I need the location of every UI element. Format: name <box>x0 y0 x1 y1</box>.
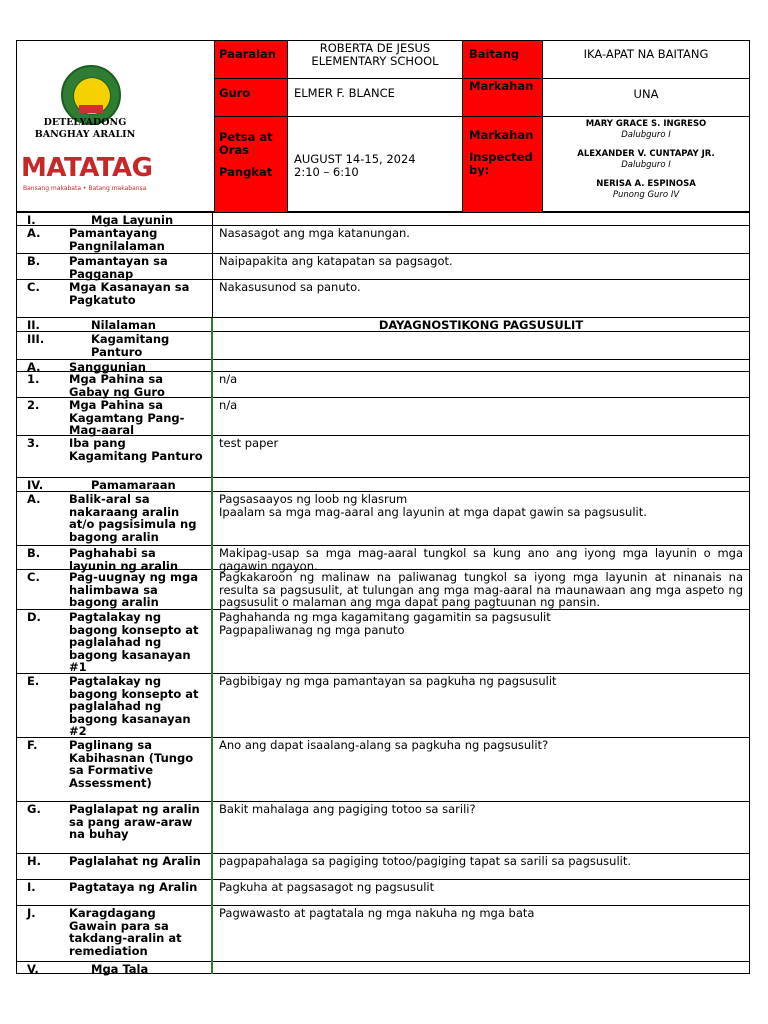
row-label-text: Karagdagang Gawain para sa takdang-aralin at remediation <box>69 906 182 958</box>
row-value: Makipag-usap sa mga mag-aaral tungkol sa kung ano ang iyong mga layunin o mga gagawin ngayon. <box>219 546 743 573</box>
row-value: n/a <box>219 398 238 412</box>
row-value: Pagsasaayos ng loob ng klasrum Ipaalam sa mga mag-aaral ang layunin at mga dapat gawin sa pagsusulit. <box>219 492 647 519</box>
row-label-text: Pamantayang Pangnilalaman <box>69 226 165 253</box>
table-row <box>16 436 750 478</box>
row-value: Paghahanda ng mga kagamitang gagamitin sa pagsusulit Pagpapaliwanag ng mga panuto <box>219 610 551 637</box>
table-row <box>16 962 750 974</box>
row-value: Ano ang dapat isaalang-alang sa pagkuha ng pagsusulit? <box>219 738 549 752</box>
row-label <box>17 674 213 737</box>
row-label-text: Paghahabi sa layunin ng aralin <box>69 546 179 573</box>
row-number: 1. <box>27 372 40 386</box>
matatag-logo: MATATAG <box>21 153 153 183</box>
row-label <box>17 570 213 609</box>
column-divider <box>211 318 213 974</box>
row-value: Nasasagot ang mga katanungan. <box>219 226 410 240</box>
inspector-title: Punong Guro IV <box>612 189 680 200</box>
row-number: A. <box>27 226 41 240</box>
table-row <box>16 372 750 398</box>
inspector-name: MARY GRACE S. INGRESO <box>585 119 707 129</box>
row-label <box>17 332 213 359</box>
row-label <box>17 318 213 331</box>
row-number: F. <box>27 738 38 752</box>
paaralan-label: Paaralan <box>215 41 288 79</box>
petsa-value <box>288 117 463 212</box>
table-row <box>16 318 750 332</box>
table-row <box>16 854 750 880</box>
row-label <box>17 546 213 573</box>
row-label <box>17 478 213 491</box>
row-number: G. <box>27 802 41 816</box>
row-value: Pagkakaroon ng malinaw na paliwanag tungkol sa iyong mga layunin at ninanais na resulta sa pagsusulit, at tulungan ang mga mag-aaral na maunawaan ang mga aspeto ng pagsusulit o malaman ang mga dapat pang pagtuunan ng pansin. <box>219 570 743 609</box>
row-number: 3. <box>27 436 40 450</box>
row-number: A. <box>27 360 41 374</box>
table-row <box>16 570 750 610</box>
table-row <box>16 880 750 906</box>
petsa-label: Petsa at Oras Pangkat <box>215 117 288 212</box>
inspector-title: Dalubguro I <box>621 159 671 170</box>
row-label <box>17 738 213 801</box>
row-label <box>17 213 213 225</box>
inspector-name: ALEXANDER V. CUNTAPAY JR. <box>577 149 715 159</box>
guro-value: ELMER F. BLANCE <box>288 79 463 117</box>
table-row <box>16 492 750 546</box>
table-row <box>16 332 750 360</box>
row-value: DAYAGNOSTIKONG PAGSUSULIT <box>378 318 584 332</box>
row-label-text: Kagamitang Panturo <box>91 332 170 359</box>
logo-cell <box>17 41 215 211</box>
row-number: 2. <box>27 398 40 412</box>
table-row <box>16 546 750 573</box>
row-label <box>17 492 213 545</box>
row-number: C. <box>27 570 40 584</box>
inspectors-list <box>543 117 749 212</box>
row-number: IV. <box>27 478 44 492</box>
row-value: n/a <box>219 372 238 386</box>
table-row <box>16 360 750 372</box>
row-label <box>17 436 213 477</box>
table-row <box>16 610 750 674</box>
row-label <box>17 906 213 961</box>
row-label-text: Nilalaman <box>91 318 156 332</box>
row-label <box>17 880 213 905</box>
row-label-text: Iba pang Kagamitang Panturo <box>69 436 203 463</box>
table-row <box>16 226 750 254</box>
row-label-text: Mga Pahina sa Kagamtang Pang-Mag-aaral <box>69 398 185 437</box>
row-label <box>17 802 213 853</box>
row-number: A. <box>27 492 41 506</box>
row-number: II. <box>27 318 40 332</box>
row-label-text: Paglalahat ng Aralin <box>69 854 201 868</box>
row-value: Naipapakita ang katapatan sa pagsagot. <box>219 254 453 268</box>
inspector-name: NERISA A. ESPINOSA <box>596 179 696 189</box>
row-label-text: Pamamaraan <box>91 478 176 492</box>
row-label <box>17 398 213 435</box>
inspector-title: Dalubguro I <box>621 129 671 140</box>
row-value: pagpapahalaga sa pagiging totoo/pagiging tapat sa sarili sa pagsusulit. <box>219 854 632 868</box>
row-label <box>17 372 213 397</box>
row-label <box>17 254 213 279</box>
row-number: I. <box>27 213 36 227</box>
table-row <box>16 280 750 318</box>
baitang-label: Baitang <box>463 41 543 79</box>
row-number: J. <box>27 906 36 920</box>
row-number: I. <box>27 880 36 894</box>
row-label-text: Mga Tala <box>91 962 149 976</box>
row-value: Pagkuha at pagsasagot ng pagsusulit <box>219 880 435 894</box>
row-label-text: Pagtalakay ng bagong konsepto at paglalahad ng bagong kasanayan #1 <box>69 610 199 674</box>
row-value: Pagbibigay ng mga pamantayan sa pagkuha ng pagsusulit <box>219 674 557 688</box>
row-label-text: Pag-uugnay ng mga halimbawa sa bagong aralin <box>69 570 198 609</box>
row-label-text: Sanggunian <box>69 360 146 374</box>
table-row <box>16 212 750 226</box>
table-row <box>16 738 750 802</box>
row-label-text: Paglalapat ng aralin sa pang araw-araw na buhay <box>69 802 200 841</box>
header-table <box>16 40 750 212</box>
row-number: H. <box>27 854 41 868</box>
row-label-text: Mga Pahina sa Gabay ng Guro <box>69 372 165 399</box>
matatag-tagline: Bansang makabata • Batang makabansa <box>23 185 147 192</box>
guro-label: Guro <box>215 79 288 117</box>
table-row <box>16 674 750 738</box>
row-label-text: Pagtataya ng Aralin <box>69 880 198 894</box>
table-row <box>16 254 750 280</box>
row-label <box>17 360 213 374</box>
date-text: AUGUST 14-15, 2024 <box>294 152 416 166</box>
row-value: Nakasusunod sa panuto. <box>219 280 361 294</box>
school-seal-icon <box>61 65 121 125</box>
markahan-value: UNA <box>543 79 749 117</box>
paaralan-value: ROBERTA DE JESUS ELEMENTARY SCHOOL <box>288 41 463 79</box>
baitang-value: IKA-APAT NA BAITANG <box>543 41 749 79</box>
row-label <box>17 962 213 976</box>
row-number: B. <box>27 254 41 268</box>
row-label <box>17 280 213 317</box>
table-row <box>16 802 750 854</box>
pangkat-label: Pangkat <box>219 165 273 179</box>
row-number: C. <box>27 280 40 294</box>
row-label-text: Mga Layunin <box>91 213 174 227</box>
markahan-label: Markahan <box>463 79 543 117</box>
row-label <box>17 226 213 253</box>
row-value: Bakit mahalaga ang pagiging totoo sa sarili? <box>219 802 476 816</box>
table-row <box>16 478 750 492</box>
row-value: Pagwawasto at pagtatala ng mga nakuha ng mga bata <box>219 906 535 920</box>
row-number: B. <box>27 546 41 560</box>
row-number: E. <box>27 674 40 688</box>
row-label-text: Paglinang sa Kabihasnan (Tungo sa Formative Assessment) <box>69 738 194 790</box>
row-label <box>17 854 213 879</box>
inspected-label: Markahan Inspected by: <box>463 117 543 212</box>
row-value: test paper <box>219 436 279 450</box>
table-row <box>16 906 750 962</box>
row-label-text: Mga Kasanayan sa Pagkatuto <box>69 280 190 307</box>
row-number: III. <box>27 332 45 346</box>
row-number: D. <box>27 610 41 624</box>
row-label <box>17 610 213 673</box>
row-label-text: Pagtalakay ng bagong konsepto at paglalahad ng bagong kasanayan #2 <box>69 674 199 738</box>
document-type-label: DETELYADONG BANGHAY ARALIN <box>34 117 136 140</box>
row-label-text: Balik-aral sa nakaraang aralin at/o pagsisimula ng bagong aralin <box>69 492 197 544</box>
time-text: 2:10 – 6:10 <box>294 165 359 179</box>
row-number: V. <box>27 962 39 976</box>
row-label-text: Pamantayan sa Pagganap <box>69 254 168 281</box>
table-row <box>16 398 750 436</box>
